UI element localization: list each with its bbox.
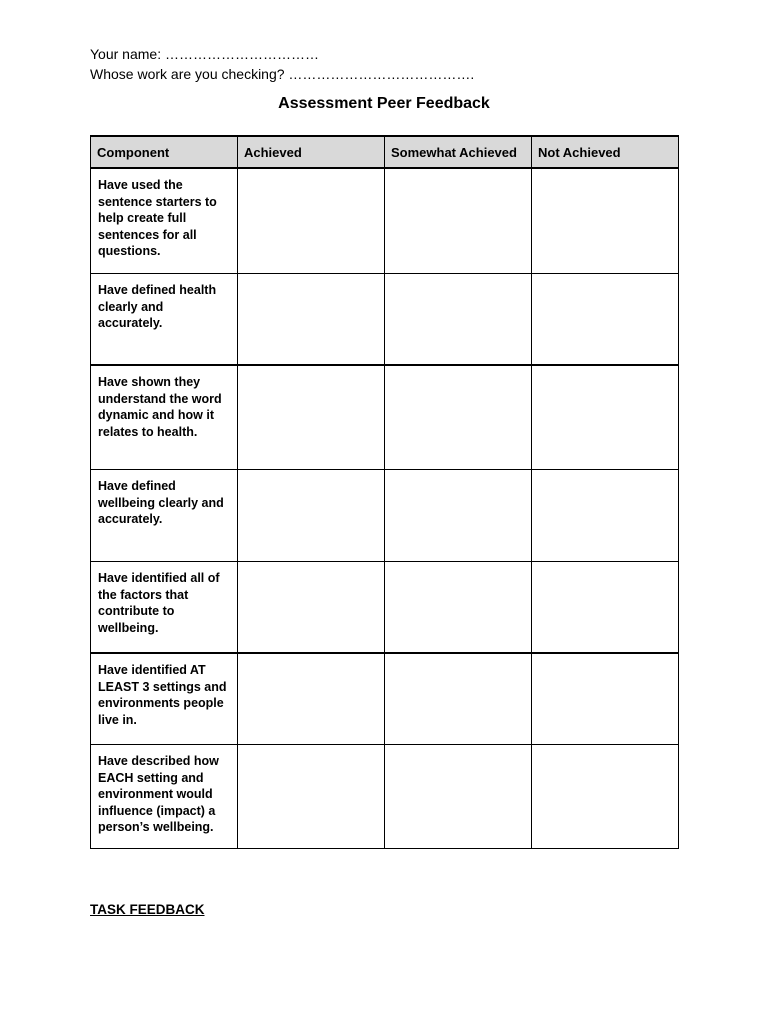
- somewhat-achieved-cell[interactable]: [385, 653, 532, 745]
- not-achieved-cell[interactable]: [532, 470, 679, 562]
- somewhat-achieved-cell[interactable]: [385, 365, 532, 470]
- page-title: Assessment Peer Feedback: [278, 95, 490, 112]
- not-achieved-cell[interactable]: [532, 168, 679, 274]
- header-somewhat-achieved: Somewhat Achieved: [385, 136, 532, 168]
- not-achieved-cell[interactable]: [532, 562, 679, 654]
- somewhat-achieved-cell[interactable]: [385, 470, 532, 562]
- achieved-cell[interactable]: [238, 470, 385, 562]
- somewhat-achieved-cell[interactable]: [385, 745, 532, 849]
- table-row: [91, 365, 679, 470]
- header-component: Component: [91, 136, 238, 168]
- achieved-cell[interactable]: [238, 274, 385, 366]
- component-cell: Have shown they understand the word dynamic and how it relates to health.: [91, 365, 238, 470]
- table-row: [91, 653, 679, 745]
- achieved-cell[interactable]: [238, 653, 385, 745]
- your-name-line: Your name: ……………………………: [90, 46, 319, 62]
- table-header-row: [91, 136, 679, 168]
- peer-feedback-table: [90, 135, 679, 849]
- achieved-cell[interactable]: [238, 562, 385, 654]
- task-feedback-heading: TASK FEEDBACK: [90, 902, 205, 917]
- component-cell: Have defined health clearly and accurately.: [91, 274, 238, 366]
- component-cell: Have used the sentence starters to help create full sentences for all questions.: [91, 168, 238, 274]
- somewhat-achieved-cell[interactable]: [385, 168, 532, 274]
- header-achieved: Achieved: [238, 136, 385, 168]
- component-cell: Have defined wellbeing clearly and accurately.: [91, 470, 238, 562]
- somewhat-achieved-cell[interactable]: [385, 274, 532, 366]
- achieved-cell[interactable]: [238, 168, 385, 274]
- achieved-cell[interactable]: [238, 365, 385, 470]
- table-row: [91, 470, 679, 562]
- header-not-achieved: Not Achieved: [532, 136, 679, 168]
- achieved-cell[interactable]: [238, 745, 385, 849]
- not-achieved-cell[interactable]: [532, 274, 679, 366]
- somewhat-achieved-cell[interactable]: [385, 562, 532, 654]
- table-row: [91, 562, 679, 654]
- not-achieved-cell[interactable]: [532, 365, 679, 470]
- table-row: [91, 168, 679, 274]
- component-cell: Have described how EACH setting and environment would influence (impact) a person’s wellbeing.: [91, 745, 238, 849]
- table-row: [91, 745, 679, 849]
- component-cell: Have identified AT LEAST 3 settings and environments people live in.: [91, 653, 238, 745]
- not-achieved-cell[interactable]: [532, 653, 679, 745]
- component-cell: Have identified all of the factors that contribute to wellbeing.: [91, 562, 238, 654]
- whose-work-line: Whose work are you checking? ………………………………….: [90, 66, 475, 82]
- table-row: [91, 274, 679, 366]
- not-achieved-cell[interactable]: [532, 745, 679, 849]
